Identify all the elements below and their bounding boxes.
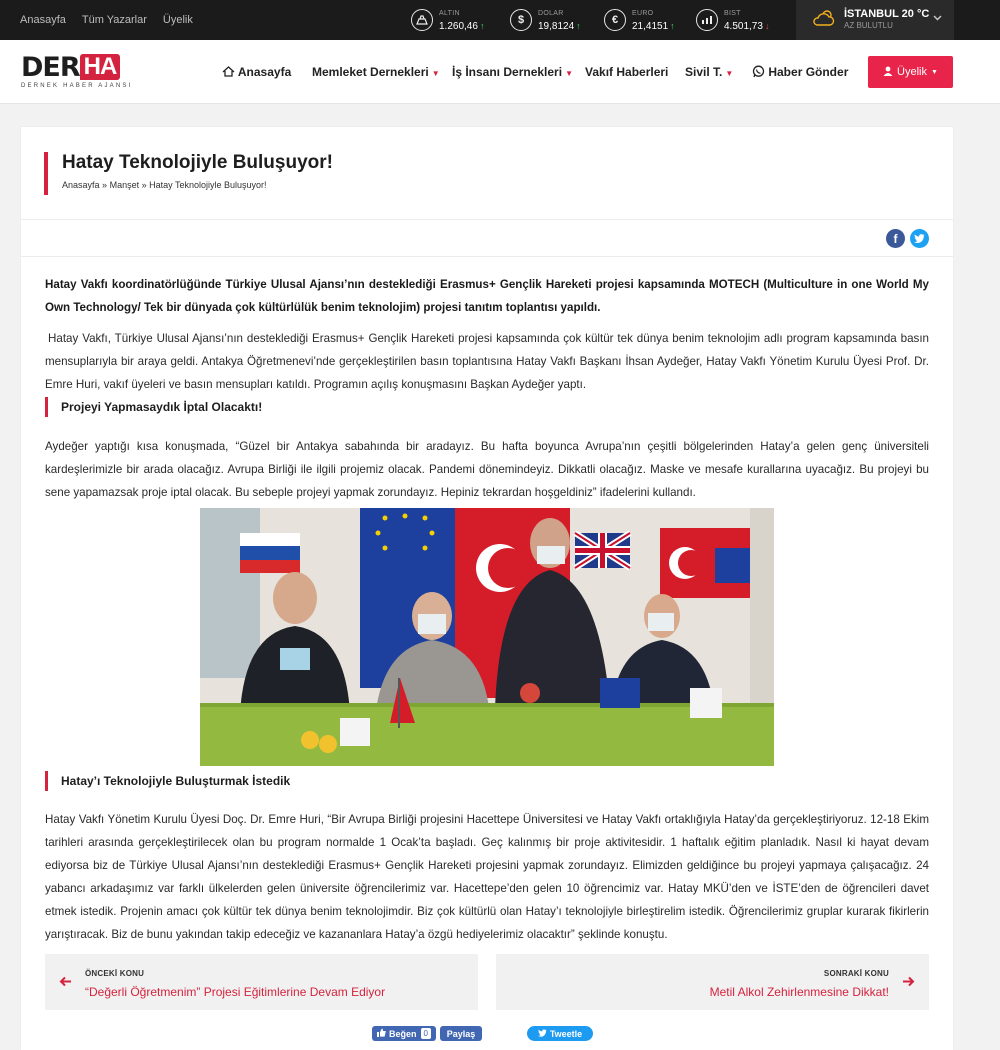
membership-label: Üyelik [897,66,927,78]
chevron-down-icon: ▼ [431,69,440,78]
divider [21,256,953,257]
breadcrumb-separator: » [102,180,108,190]
logo-tagline: DERNEK HABER AJANSI [21,83,133,89]
breadcrumb-category[interactable]: Manşet [109,180,140,190]
arrow-down-icon: ↓ [764,21,770,31]
ticker-bist [696,0,769,40]
ticker-euro [604,0,675,40]
article-paragraph: Hatay Vakfı, Türkiye Ulusal Ajansı’nın desteklediği Erasmus+ Gençlik Hareketi projesi kapsamında çok kültür tek dünya benim teknolojim adlı program kapsamında basın mensuplarıyla bir araya geldi. Antakya Öğretmenevi’nde gerçekleştirilen basın toplantısına Hatay Vakfı Başkanı İhsan Aydeğer, Hatay Vakfı Yönetim Kurulu Üyesi Prof. Dr. Emre Huri, vakıf üyeleri ve basın mensupları katıldı. Programın açılış konuşmasını Başkan Aydeğer yaptı. [45,332,929,391]
nav-label: Anasayfa [237,65,292,79]
gold-icon [411,9,433,31]
weather-temp: 20 °C [901,8,930,20]
arrow-up-icon: ↑ [670,21,675,31]
article-subheading: Projeyi Yapmasaydık İptal Olacaktı! [45,397,262,417]
article-paragraph: Aydeğer yaptığı kısa konuşmada, “Güzel bir Antakya sabahında bir aradayız. Bu hafta boyunca Avrupa’nın çeşitli bölgelerinden Hatay’a gelen genç üniversiteli kardeşlerimizle bir arada olacağız. Avrupa Birliği ile ilgili projemiz olacak. Pandemi dönemindeyiz. Dikkatli olacağız. Maske ve mesafe kurallarına uyacağız. Bu projeyi bu sene yapamazsak proje iptal olacak. Bu sebeple projeyi yapmak zorundayız. Hepiniz tekrardan hoşgeldiniz” ifadelerini kullandı. [45,440,929,499]
nav-haber-gonder[interactable] [752,65,848,79]
whatsapp-icon [752,65,765,79]
prev-post-title: “Değerli Öğretmenim” Projesi Eğitimlerine Devam Ediyor [85,985,386,999]
ticker-label: DOLAR [538,10,564,17]
like-count: 0 [421,1028,431,1039]
home-icon [222,65,235,79]
ticker-label: BIST [724,10,741,17]
euro-icon: € [604,9,626,31]
next-post-link[interactable] [496,954,929,1010]
chevron-down-icon: ▼ [931,68,938,76]
chevron-down-icon: ▼ [725,69,734,78]
cloud-sun-icon [812,9,836,32]
arrow-right-icon [902,974,915,990]
breadcrumb-current: Hatay Teknolojiyle Buluşuyor! [149,180,267,190]
article-subheading: Hatay’ı Teknolojiyle Buluşturmak İstedik [45,771,290,791]
breadcrumb-separator: » [141,180,147,190]
thumbs-up-icon [377,1028,386,1039]
top-link-authors[interactable]: Tüm Yazarlar [81,14,147,26]
article-card [21,127,953,1050]
article-paragraph: Hatay Vakfı Yönetim Kurulu Üyesi Doç. Dr. Emre Huri, “Bir Avrupa Birliği projesini Hacettepe Üniversitesi ve Hatay Vakfı ortaklığıyla Hatay’da gerçekleştiriyoruz. 12-18 Ekim tarihleri arasında gerçekleştirilecek olan bu program normalde 1 Ocak’ta başladı. Geç kalınmış bir proje aktivitesidir. 1 haftalık eğitim planladık. Nasıl ki hayat devam ediyorsa biz de Türkiye Ulusal Ajansı’nın desteklediği Erasmus+ Gençlik Hareketi projesini yapmak zorundayız. Elimizden geldiğince bu projeyi yapmaya çalışacağız. 24 yabancı arkadaşımız var farklı ülkelerden gelen üniversite öğrencilerimiz var. Hacettepe’den gelen 10 öğrencimiz var. Hatay MKÜ’den ve İSTE’den de öğrencileri davet etmek istedik. Projenin amacı çok kültür tek dünya benim teknolojimdir. Biz çok kültürlü olan Hatay’ı teknolojiyle birleştirelim istedik. Öğrencilerimiz gruplar kurarak fikirlerin yarıştıracak. Biz de bunu yakından takip edeceğiz ve kazananlara Hatay’a özgü hediyelerimiz olacaktır” şeklinde konuştu. [45,813,929,941]
top-link-home[interactable]: Anasayfa [20,14,66,26]
top-links [20,0,193,40]
user-icon [883,66,893,79]
twitter-share-icon[interactable] [910,229,929,248]
next-post-label: SONRAKİ KONU [823,969,889,978]
ticker-dollar [510,0,581,40]
share-label: Paylaş [446,1028,476,1039]
ticker-value: 1.260,46 [439,21,478,32]
logo-text-b: HA [80,54,121,80]
nav-label: Vakıf Haberleri [585,65,669,79]
ticker-value: 21,4151 [632,21,669,32]
nav-label: İş İnsanı Dernekleri [452,65,563,79]
ticker-value: 4.501,73 [724,21,763,32]
arrow-up-icon: ↑ [479,21,485,31]
facebook-share-button[interactable] [440,1026,482,1041]
facebook-like-button[interactable] [372,1026,436,1041]
article-lead: Hatay Vakfı koordinatörlüğünde Türkiye Ulusal Ajansı’nın desteklediği Erasmus+ Gençlik Hareketi projesi kapsamında MOTECH (Multiculture in one World My Own Technology/ Tek bir dünyada çok kültürlülük benim teknolojim) projesi tanıtım toplantısı yapıldı. [45,278,929,314]
tweet-label: Tweetle [549,1028,583,1039]
page-title: Hatay Teknolojiyle Buluşuyor! [62,152,333,173]
membership-button[interactable] [868,56,953,88]
top-bar [0,0,1000,40]
breadcrumb [62,180,333,190]
ticker-label: EURO [632,10,654,17]
site-logo[interactable] [21,51,137,94]
prev-post-label: ÖNCEKİ KONU [85,969,145,978]
chevron-down-icon: ▼ [565,69,573,78]
weather-desc: AZ BULUTLU [844,21,893,30]
twitter-bird-icon [538,1029,547,1039]
weather-widget[interactable] [796,0,954,40]
prev-post-link[interactable] [45,954,478,1010]
logo-text-a: DER [21,51,80,83]
nav-label: Sivil T. [685,65,723,79]
site-header [0,40,1000,104]
nav-vakif[interactable] [585,65,668,79]
tweet-button[interactable] [527,1026,593,1041]
divider [21,219,953,220]
ticker-gold [411,0,484,40]
facebook-share-icon[interactable]: f [886,229,905,248]
like-label: Beğen [389,1028,417,1039]
ticker-label: ALTIN [439,10,460,17]
chevron-down-icon [933,13,942,24]
title-block [44,152,333,195]
nav-label: Haber Gönder [768,65,849,79]
nav-home[interactable] [222,65,291,79]
arrow-left-icon [59,974,72,990]
nav-is-insani[interactable] [452,65,573,79]
nav-sivil[interactable] [685,65,733,79]
breadcrumb-home[interactable]: Anasayfa [62,180,100,190]
top-link-membership[interactable]: Üyelik [162,14,193,26]
bist-icon [696,9,718,31]
article-photo [200,508,774,766]
ticker-value: 19,8124 [538,21,575,32]
dollar-icon: $ [510,9,532,31]
arrow-up-icon: ↑ [576,21,581,31]
nav-memleket[interactable] [312,65,440,79]
nav-label: Memleket Dernekleri [312,65,429,79]
weather-city: İSTANBUL [844,8,899,20]
next-post-title: Metil Alkol Zehirlenmesine Dikkat! [709,985,889,999]
